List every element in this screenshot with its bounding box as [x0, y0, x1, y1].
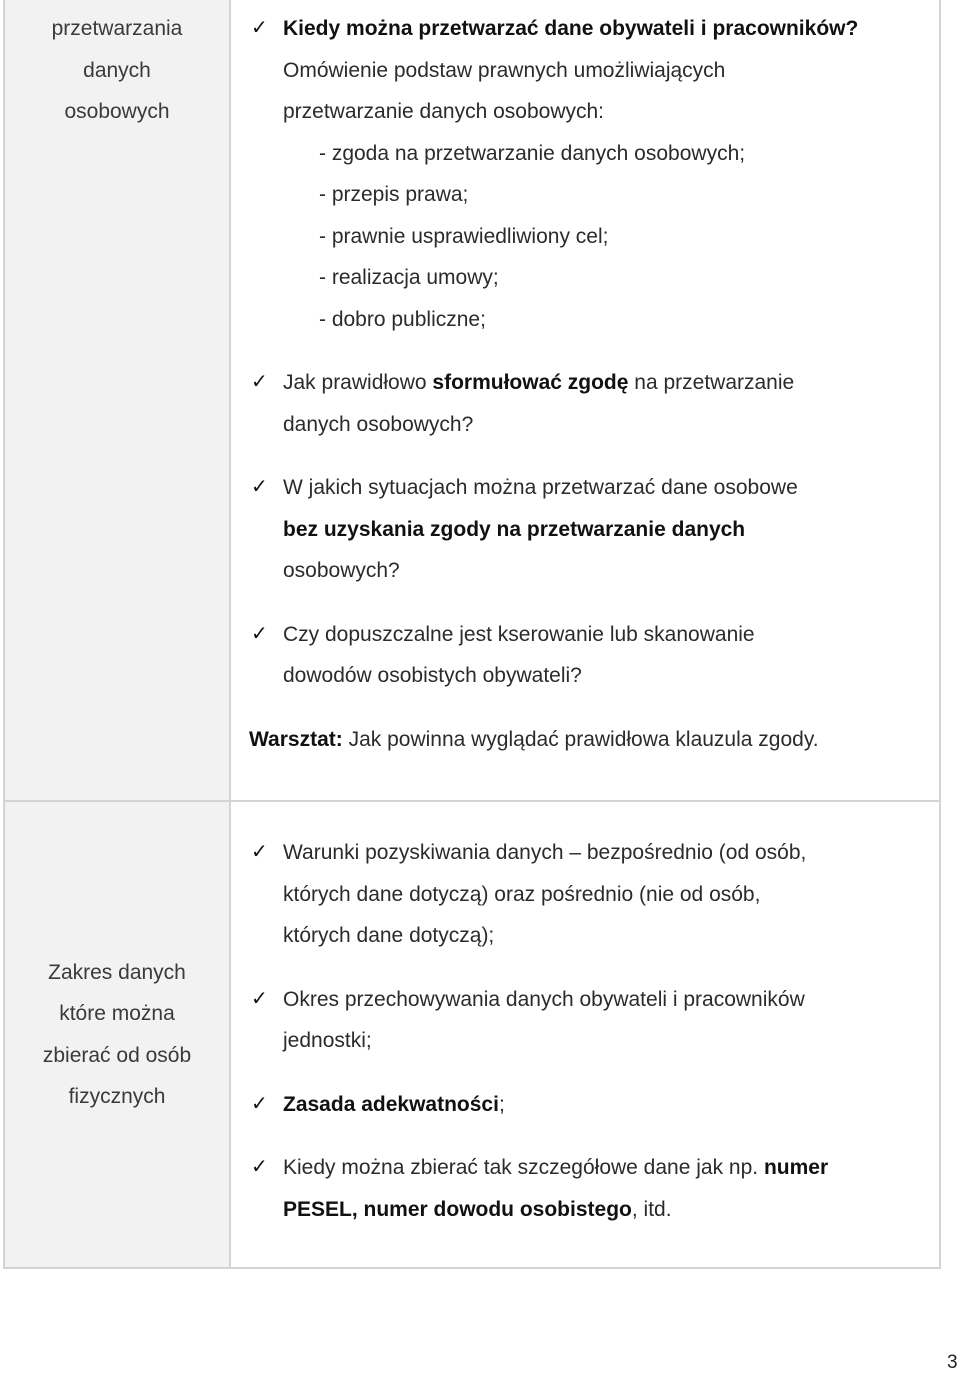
topic-cell [4, 0, 230, 801]
sub-item: - zgoda na przetwarzanie danych osobowych; [319, 141, 746, 165]
item-text: Kiedy można zbierać tak szczegółowe dane jak np. [283, 1156, 764, 1179]
item-text: osobowych? [283, 559, 400, 582]
topic-label-line: Zakres danych [48, 960, 186, 984]
item-text: Okres przechowywania danych obywateli i pracowników [283, 987, 805, 1011]
checkmark-icon: ✓ [251, 476, 268, 498]
item-text: , itd. [631, 1197, 672, 1221]
sub-item: - prawnie usprawiedliwiony cel; [319, 224, 609, 248]
item-text: Omówienie podstaw prawnych umożliwiających [283, 58, 726, 82]
item-emphasis: Zasada adekwatności [283, 1092, 499, 1116]
item-text: W jakich sytuacjach można przetwarzać dane osobowe [283, 476, 798, 499]
workshop-text: Jak powinna wyglądać prawidłowa klauzula zgody. [342, 727, 819, 751]
sub-item: - przepis prawa; [319, 183, 469, 206]
list-item [249, 8, 933, 133]
item-text: ; [498, 1092, 505, 1116]
checkmark-icon: ✓ [251, 841, 268, 863]
workshop-label: Warsztat: [249, 727, 343, 751]
checkmark-icon: ✓ [251, 1156, 268, 1178]
topic-label-line: danych [83, 58, 151, 82]
sub-item: - realizacja umowy; [319, 266, 499, 289]
checkmark-icon: ✓ [251, 622, 268, 645]
item-text: danych osobowych? [283, 412, 474, 436]
item-emphasis: PESEL, numer dowodu osobistego [283, 1197, 632, 1221]
list-item [249, 1084, 933, 1126]
program-table [3, 0, 941, 1269]
list-item [249, 467, 933, 592]
content-cell [230, 0, 940, 801]
item-text: Warunki pozyskiwania danych – bezpośrednio (od osób, [283, 841, 807, 864]
topic-label-line: fizycznych [68, 1085, 166, 1108]
list-item [249, 979, 933, 1062]
list-item [249, 1147, 933, 1230]
item-emphasis: sformułować zgodę [432, 371, 629, 394]
content-cell [230, 801, 940, 1268]
list-item [249, 614, 933, 697]
topic-label-line: przetwarzania [51, 17, 183, 40]
item-emphasis: numer [763, 1156, 829, 1179]
topic-label [5, 952, 229, 1118]
item-text: Jak prawidłowo [283, 371, 433, 394]
topic-label-line: osobowych [64, 100, 170, 123]
checkmark-icon: ✓ [251, 987, 268, 1010]
table-row [4, 0, 940, 801]
item-title: Kiedy można przetwarzać dane obywateli i pracowników? [283, 17, 859, 40]
topic-label-line: które można [59, 1002, 175, 1025]
page-number: 3 [947, 1352, 958, 1373]
item-text: przetwarzanie danych osobowych: [283, 100, 605, 123]
item-text: których dane dotyczą); [283, 924, 495, 947]
topic-label-line: zbierać od osób [42, 1043, 192, 1067]
workshop-line [249, 719, 933, 761]
item-text: dowodów osobistych obywateli? [283, 664, 582, 687]
item-text: Czy dopuszczalne jest kserowanie lub skanowanie [283, 622, 755, 646]
item-text: których dane dotyczą) oraz pośrednio (nie od osób, [283, 882, 761, 906]
table-row [4, 801, 940, 1268]
sub-item: - dobro publiczne; [319, 307, 486, 331]
checkmark-icon: ✓ [251, 1092, 268, 1115]
item-emphasis: bez uzyskania zgody na przetwarzanie danych [283, 517, 746, 541]
item-text: na przetwarzanie [628, 371, 795, 394]
item-text: jednostki; [283, 1029, 372, 1052]
topic-cell [4, 801, 230, 1268]
list-item [249, 832, 933, 957]
list-item [249, 362, 933, 445]
checkmark-icon: ✓ [251, 17, 268, 39]
topic-label [5, 0, 229, 133]
checkmark-icon: ✓ [251, 371, 268, 393]
